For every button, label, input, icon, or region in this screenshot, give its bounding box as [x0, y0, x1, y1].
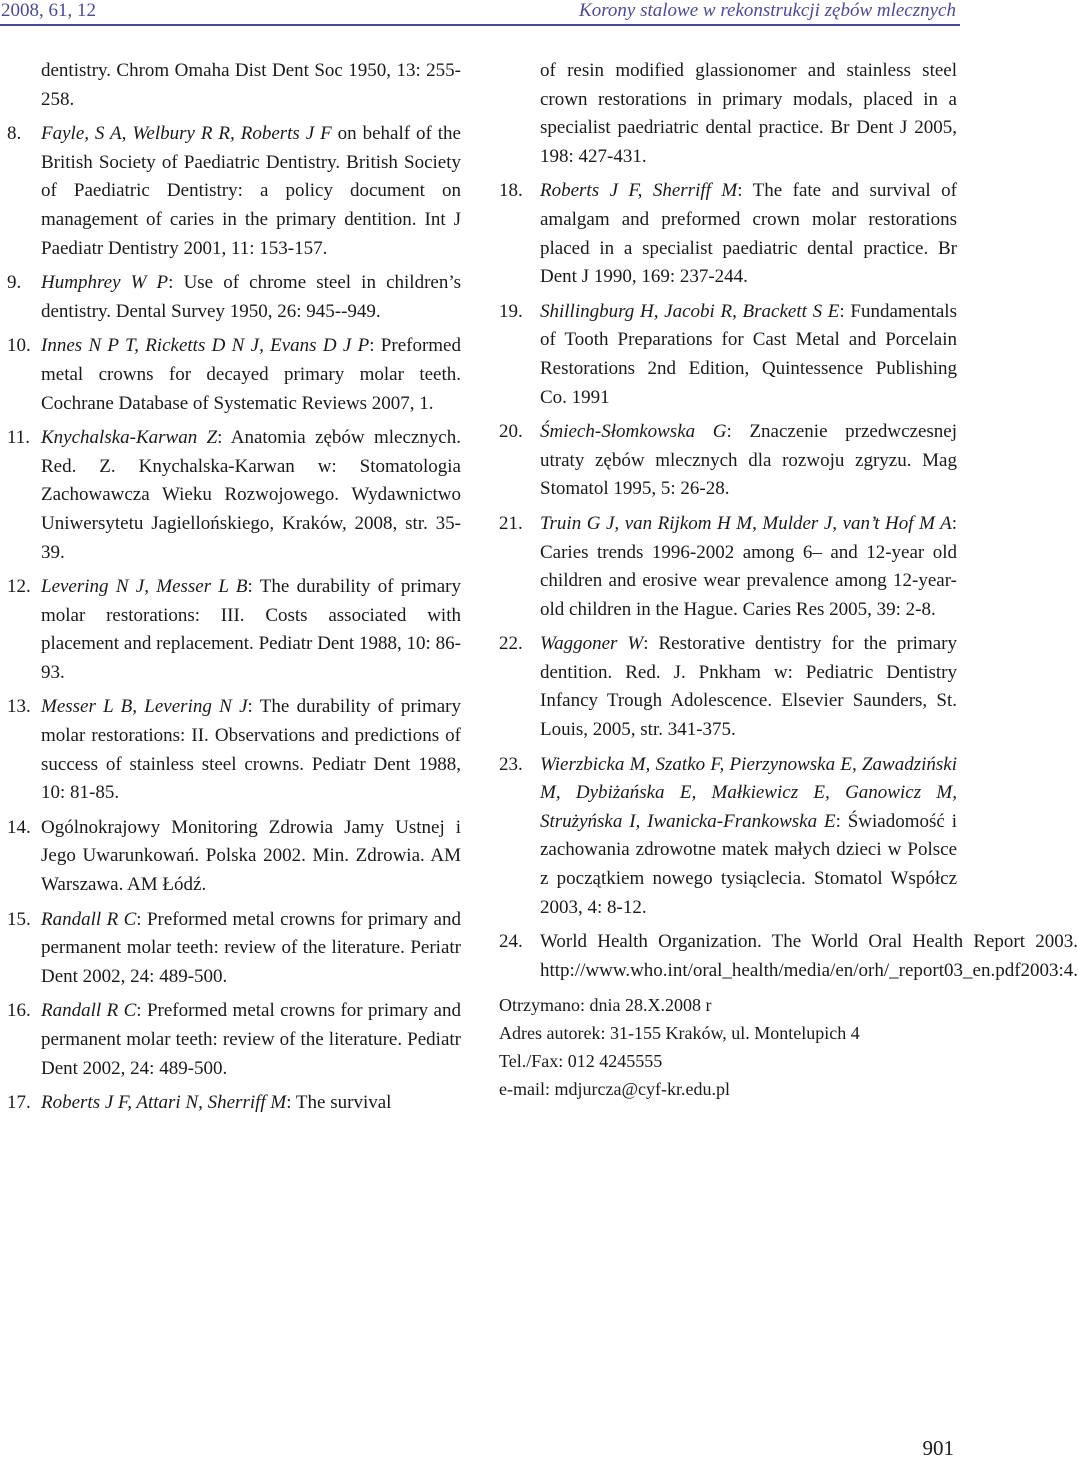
reference-authors: Messer L B, Levering N J — [41, 696, 248, 718]
reference-authors: Humphrey W P — [41, 272, 169, 294]
reference-text — [540, 751, 957, 923]
reference-9 — [7, 269, 461, 326]
reference-8 — [7, 120, 461, 263]
reference-text — [540, 510, 957, 624]
reference-details: : The durability of primary molar restorations: II. Observations and predictions of success of stainless steel crowns. Pediatr Dent 1988, 10: 81-85. — [41, 696, 461, 804]
reference-text — [540, 630, 957, 744]
correspondence-info — [499, 991, 957, 1103]
reference-authors: Śmiech-Słomkowska G — [540, 421, 727, 443]
email-address: e-mail: mdjurcza@cyf-kr.edu.pl — [499, 1079, 730, 1100]
reference-number: 19. — [499, 300, 523, 322]
reference-authors: Levering N J, Messer L B — [41, 576, 248, 598]
reference-details: : The survival — [286, 1092, 392, 1114]
reference-text — [41, 332, 461, 418]
reference-21 — [499, 510, 957, 624]
reference-text — [41, 693, 461, 807]
page-number: 901 — [922, 1436, 954, 1460]
reference-19 — [499, 298, 957, 412]
reference-18 — [499, 177, 957, 291]
reference-number: 16. — [7, 1000, 31, 1022]
reference-authors: Roberts J F, Sherriff M — [540, 180, 738, 202]
reference-authors: Waggoner W — [540, 633, 644, 655]
reference-details: : Anatomia zębów mlecznych. Red. Z. Knychalska-Karwan w: Stomatologia Zachowawcza Wieku Rozwojowego. Wydawnictwo Uniwersytetu Jagiellońskiego, Kraków, 2008, str. 35-39. — [41, 427, 461, 563]
reference-details: : Świadomość i zachowania zdrowotne matek małych dzieci w Polsce z początkiem nowego tysiąclecia. Stomatol Współcz 2003, 4: 8-12. — [540, 810, 957, 918]
reference-17 — [7, 1089, 461, 1118]
reference-number: 11. — [7, 427, 31, 449]
reference-text — [41, 1089, 461, 1118]
reference-text — [540, 298, 957, 412]
reference-number: 8. — [7, 123, 22, 145]
reference-number: 24. — [499, 931, 523, 953]
reference-12 — [7, 573, 461, 687]
reference-number: 23. — [499, 753, 523, 775]
reference-text — [540, 418, 957, 504]
reference-15 — [7, 906, 461, 992]
reference-authors: Truin G J, van Rijkom H M, Mulder J, van’t Hof M A — [540, 512, 952, 534]
reference-authors: Fayle, S A, Welbury R R, Roberts J F — [41, 123, 332, 145]
reference-number: 18. — [499, 180, 523, 202]
reference-14 — [7, 814, 461, 900]
reference-number: 17. — [7, 1092, 31, 1114]
reference-authors: Randall R C — [41, 1000, 137, 1022]
reference-authors: Innes N P T, Ricketts D N J, Evans D J P — [41, 335, 370, 357]
reference-continuation — [499, 57, 957, 171]
reference-details: : Preformed metal crowns for primary and permanent molar teeth: review of the literature. Periatr Dent 2002, 24: 489-500. — [41, 908, 461, 987]
reference-text — [41, 997, 461, 1083]
reference-authors: Wierzbicka M, Szatko F, Pierzynowska E, Zawadziński M, Dybiżańska E, Małkiewicz E, Ganowicz M, Strużyńska I, Iwanicka-Frankowska E — [540, 753, 957, 832]
reference-20 — [499, 418, 957, 504]
reference-authors: Shillingburg H, Jacobi R, Brackett S E — [540, 300, 840, 322]
reference-details: : Fundamentals of Tooth Preparations for Cast Metal and Porcelain Restorations 2nd Edition, Quintessence Publishing Co. 1991 — [540, 300, 957, 408]
reference-24 — [499, 928, 1078, 985]
reference-details: : The fate and survival of amalgam and preformed crown molar restorations placed in a specialist paediatric dental practice. Br Dent J 1990, 169: 237-244. — [540, 180, 957, 288]
reference-text — [41, 906, 461, 992]
reference-number: 15. — [7, 908, 31, 930]
reference-details: of resin modified glassionomer and stainless steel crown restorations in primary modals, placed in a specialist paedriatric dental practice. Br Dent J 2005, 198: 427-431. — [540, 60, 957, 167]
reference-authors: Randall R C — [41, 908, 137, 930]
reference-16 — [7, 997, 461, 1083]
reference-details: : Znaczenie przedwczesnej utraty zębów mlecznych dla rozwoju zgryzu. Mag Stomatol 1995, 5: 26-28. — [540, 421, 957, 500]
running-header — [0, 0, 960, 24]
reference-text — [540, 57, 957, 171]
reference-text — [41, 814, 461, 900]
left-column — [7, 57, 461, 1124]
reference-number: 22. — [499, 633, 523, 655]
reference-details: : The durability of primary molar restorations: III. Costs associated with placement and replacement. Pediatr Dent 1988, 10: 86-93. — [41, 576, 461, 683]
reference-authors: Roberts J F, Attari N, Sherriff M — [41, 1092, 287, 1114]
author-address: Adres autorek: 31-155 Kraków, ul. Montelupich 4 — [499, 1023, 860, 1044]
received-date: Otrzymano: dnia 28.X.2008 r — [499, 995, 712, 1016]
reference-details: on behalf of the British Society of Paediatric Dentistry. British Society of Paediatric Dentistry: a policy document on management of caries in the primary dentition. Int J Paediatr Dentistry 2001, 11: 153-157. — [41, 123, 461, 259]
reference-authors: Knychalska-Karwan Z — [41, 427, 218, 449]
reference-number: 10. — [7, 335, 31, 357]
reference-number: 13. — [7, 696, 31, 718]
journal-issue: 2008, 61, 12 — [1, 0, 96, 21]
reference-details: dentistry. Chrom Omaha Dist Dent Soc 1950, 13: 255-258. — [41, 60, 461, 110]
right-column — [499, 57, 1078, 1103]
reference-number: 20. — [499, 421, 523, 443]
reference-details: : Preformed metal crowns for decayed primary molar teeth. Cochrane Database of Systematic Reviews 2007, 1. — [41, 335, 461, 414]
reference-number: 14. — [7, 816, 31, 838]
reference-details: : Use of chrome steel in children’s dentistry. Dental Survey 1950, 26: 945--949. — [41, 272, 461, 322]
running-title: Korony stalowe w rekonstrukcji zębów mlecznych — [579, 0, 956, 21]
reference-number: 9. — [7, 272, 22, 294]
reference-details: World Health Organization. The World Oral Health Report 2003. http://www.who.int/oral_health/media/en/orh/_report03_en.pdf2003:4. — [540, 931, 1078, 981]
reference-11 — [7, 424, 461, 567]
reference-22 — [499, 630, 957, 744]
reference-13 — [7, 693, 461, 807]
reference-details: : Restorative dentistry for the primary dentition. Red. J. Pnkham w: Pediatric Dentistry Infancy Trough Adolescence. Elsevier Saunders, St. Louis, 2005, str. 341-375. — [540, 633, 957, 741]
phone-fax: Tel./Fax: 012 4245555 — [499, 1051, 663, 1072]
header-rule — [0, 24, 960, 26]
reference-text — [540, 928, 1078, 985]
reference-continuation — [7, 57, 461, 114]
reference-text — [41, 424, 461, 567]
reference-text — [540, 177, 957, 291]
reference-text — [41, 120, 461, 263]
reference-text — [41, 573, 461, 687]
reference-details: Ogólnokrajowy Monitoring Zdrowia Jamy Ustnej i Jego Uwarunkowań. Polska 2002. Min. Zdrowia. AM Warszawa. AM Łódź. — [41, 816, 461, 896]
reference-23 — [499, 751, 957, 923]
reference-text — [41, 269, 461, 326]
reference-number: 12. — [7, 576, 31, 598]
reference-number: 21. — [499, 512, 523, 534]
reference-details: : Caries trends 1996-2002 among 6– and 12-year old children and erosive wear prevalence among 12-year-old children in the Hague. Caries Res 2005, 39: 2-8. — [540, 512, 957, 620]
reference-details: : Preformed metal crowns for primary and permanent molar teeth: review of the literature. Pediatr Dent 2002, 24: 489-500. — [41, 1000, 461, 1079]
reference-10 — [7, 332, 461, 418]
reference-text — [41, 57, 461, 114]
